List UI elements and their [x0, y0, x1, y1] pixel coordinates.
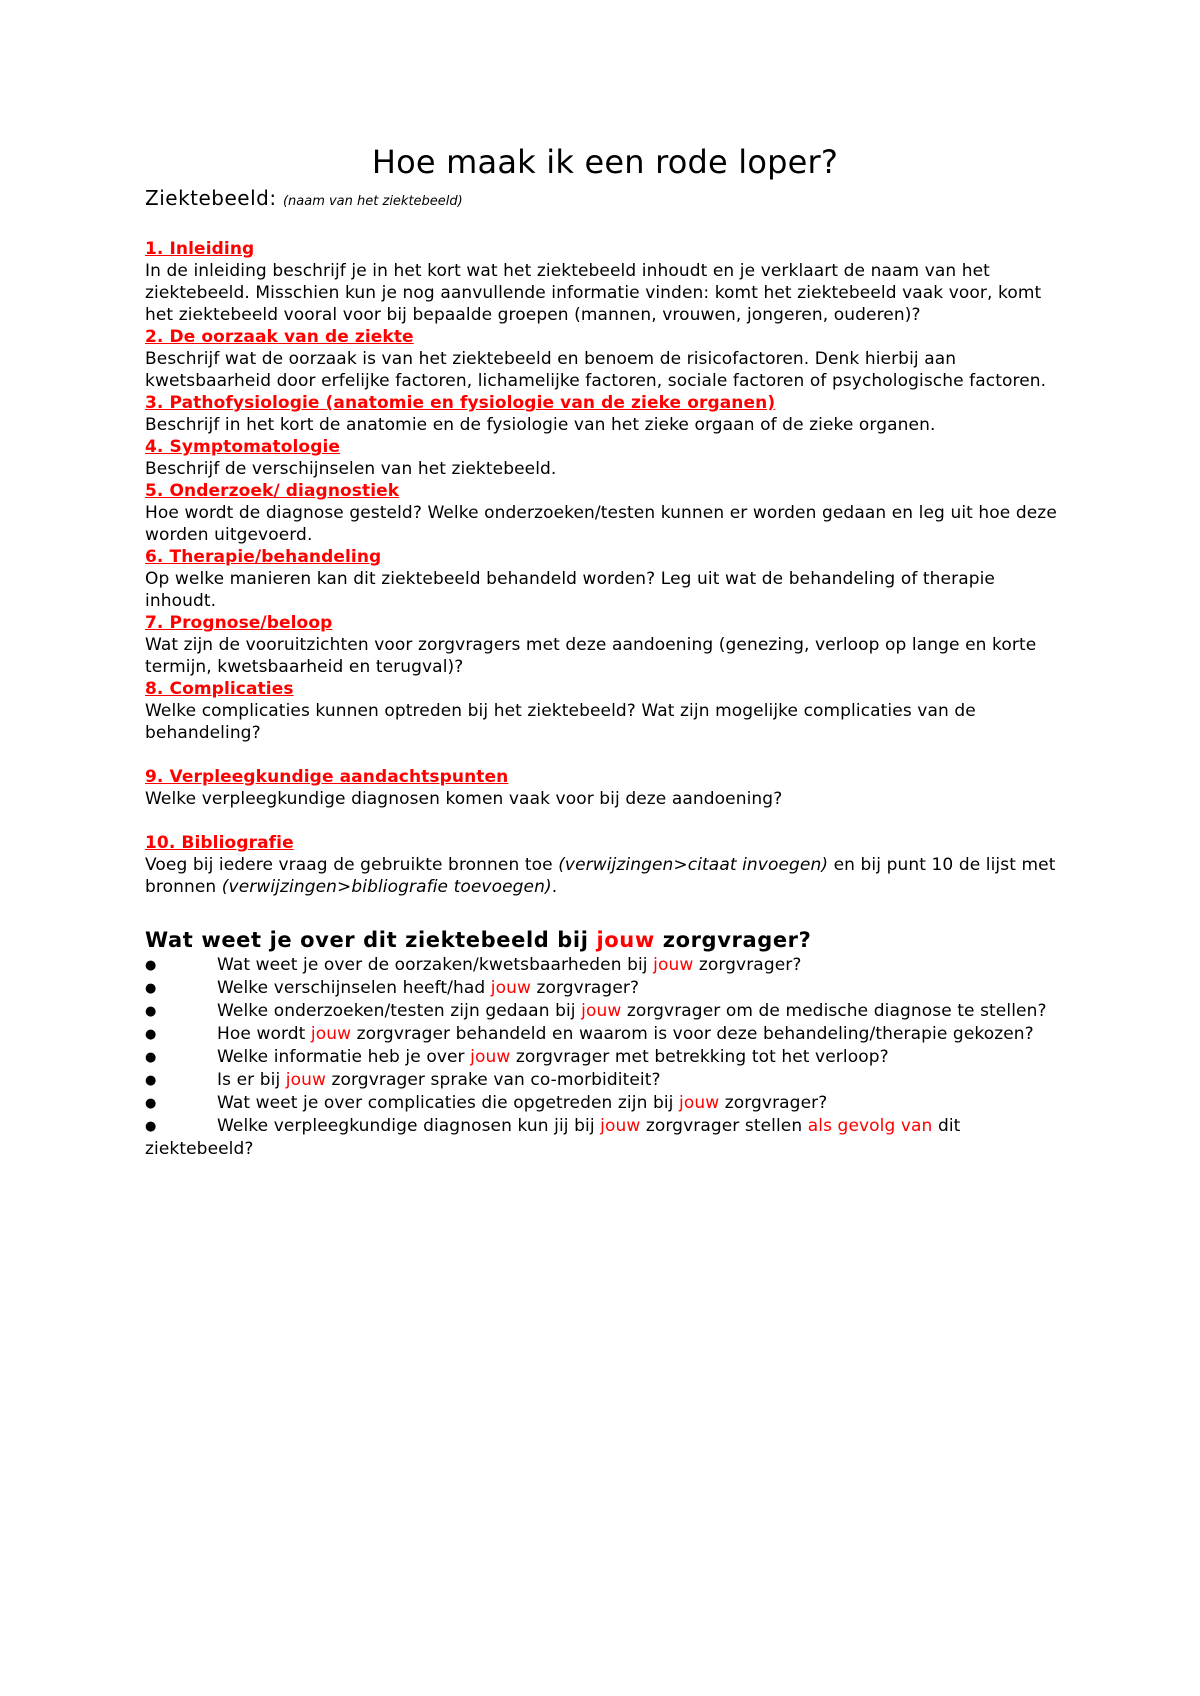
questions-title-text: zorgvrager?: [654, 928, 812, 952]
question-text: zorgvrager?: [530, 978, 640, 998]
section-verpleegkundige-aandachtspunten: [145, 766, 1065, 810]
question-text: zorgvrager om de medische diagnose te stellen?: [621, 1001, 1047, 1021]
question-text: Hoe wordt: [217, 1024, 311, 1044]
question-text: Wat weet je over complicaties die opgetreden zijn bij: [217, 1093, 679, 1113]
question-text: zorgvrager?: [719, 1093, 828, 1113]
section-oorzaak: [145, 326, 1065, 392]
section-body: Welke verpleegkundige diagnosen komen vaak voor bij deze aandoening?: [145, 789, 783, 809]
subject-hint: (naam van het ziektebeeld): [282, 194, 463, 209]
question-emphasis: jouw: [490, 978, 531, 998]
question-text: Welke verpleegkundige diagnosen kun jij bij: [217, 1116, 601, 1136]
question-text: Wat weet je over de oorzaken/kwetsbaarheden bij: [217, 955, 654, 975]
bullet-icon: ●: [145, 1004, 157, 1019]
list-item: [145, 1092, 1065, 1115]
bullet-icon: ●: [145, 1050, 157, 1065]
section-heading: 9. Verpleegkundige aandachtspunten: [145, 767, 509, 787]
question-emphasis: jouw: [470, 1047, 511, 1067]
question-text: dit ziektebeeld?: [145, 1116, 961, 1159]
question-text: zorgvrager met betrekking tot het verloop?: [510, 1047, 889, 1067]
list-item: [145, 954, 1065, 977]
question-text: zorgvrager?: [693, 955, 802, 975]
section-inleiding: [145, 238, 1065, 326]
section-onderzoek: [145, 480, 1065, 546]
question-emphasis: jouw: [285, 1070, 326, 1090]
section-symptomatologie: [145, 436, 1065, 480]
list-item: [145, 977, 1065, 1000]
subject-line: [145, 184, 1065, 216]
question-list: [145, 954, 1065, 1160]
question-text: zorgvrager sprake van co-morbiditeit?: [325, 1070, 661, 1090]
section-body: [145, 854, 1065, 898]
bullet-icon: ●: [145, 958, 157, 973]
page-title: Hoe maak ik een rode loper?: [371, 143, 839, 181]
subject-label: Ziektebeeld:: [145, 186, 277, 210]
section-heading: 4. Symptomatologie: [145, 437, 341, 457]
questions-title-text: Wat weet je over dit ziektebeeld bij: [145, 928, 597, 952]
question-emphasis: jouw: [310, 1024, 352, 1044]
section-body: Op welke manieren kan dit ziektebeeld behandeld worden? Leg uit wat de behandeling of therapie inhoudt.: [145, 569, 995, 611]
question-emphasis: als gevolg van: [807, 1116, 933, 1136]
questions-title-emphasis: jouw: [596, 928, 655, 952]
question-emphasis: jouw: [653, 955, 694, 975]
section-heading: 7. Prognose/beloop: [145, 613, 333, 633]
section-bibliografie: [145, 832, 1065, 898]
section-heading: 5. Onderzoek/ diagnostiek: [145, 481, 400, 501]
section-pathofysiologie: [145, 392, 1065, 436]
question-text: zorgvrager stellen: [640, 1116, 808, 1136]
section-body: Beschrijf de verschijnselen van het ziektebeeld.: [145, 459, 557, 479]
section-body: Wat zijn de vooruitzichten voor zorgvragers met deze aandoening (genezing, verloop op lange en korte termijn, kwetsbaarheid en terugval)?: [145, 635, 1037, 677]
section-heading: 6. Therapie/behandeling: [145, 547, 382, 567]
list-item: [145, 1000, 1065, 1023]
bullet-icon: ●: [145, 981, 157, 996]
question-emphasis: jouw: [581, 1001, 622, 1021]
question-text: zorgvrager behandeld en waarom is voor deze behandeling/therapie gekozen?: [351, 1024, 1034, 1044]
document-page: [145, 140, 1065, 1160]
bullet-icon: ●: [145, 1073, 157, 1088]
question-emphasis: jouw: [679, 1093, 720, 1113]
section-body: Beschrijf in het kort de anatomie en de fysiologie van het zieke orgaan of de zieke organen.: [145, 415, 936, 435]
list-item: [145, 1023, 1065, 1046]
question-text: Is er bij: [217, 1070, 286, 1090]
bullet-icon: ●: [145, 1027, 157, 1042]
section-heading: 1. Inleiding: [145, 239, 255, 259]
body-italic: (verwijzingen>citaat invoegen): [558, 855, 829, 875]
section-heading: 8. Complicaties: [145, 679, 294, 699]
section-body: Welke complicaties kunnen optreden bij het ziektebeeld? Wat zijn mogelijke complicaties van de behandeling?: [145, 701, 976, 743]
bullet-icon: ●: [145, 1096, 157, 1111]
questions-title: [145, 926, 1065, 954]
body-italic: (verwijzingen>bibliografie toevoegen): [221, 877, 552, 897]
section-body: Beschrijf wat de oorzaak is van het ziektebeeld en benoem de risicofactoren. Denk hierbij aan kwetsbaarheid door erfelijke factoren, lichamelijke factoren, sociale factoren of psychologische factoren.: [145, 349, 1047, 391]
question-text: Welke informatie heb je over: [217, 1047, 471, 1067]
list-item: [145, 1115, 1065, 1160]
bullet-icon: ●: [145, 1119, 157, 1134]
section-heading: 2. De oorzaak van de ziekte: [145, 327, 414, 347]
body-text: .: [551, 877, 558, 897]
body-text: en bij punt 10 de lijst met bronnen: [145, 855, 1056, 897]
question-emphasis: jouw: [600, 1116, 641, 1136]
question-text: Welke onderzoeken/testen zijn gedaan bij: [217, 1001, 582, 1021]
list-item: [145, 1046, 1065, 1069]
section-body: Hoe wordt de diagnose gesteld? Welke onderzoeken/testen kunnen er worden gedaan en leg uit hoe deze worden uitgevoerd.: [145, 503, 1057, 545]
body-text: Voeg bij iedere vraag de gebruikte bronnen toe: [145, 855, 559, 875]
section-heading: 10. Bibliografie: [145, 833, 294, 853]
section-therapie: [145, 546, 1065, 612]
section-body: In de inleiding beschrijf je in het kort wat het ziektebeeld inhoudt en je verklaart de naam van het ziektebeeld. Misschien kun je nog aanvullende informatie vinden: komt het ziektebeeld vaak voor, komt het ziektebeeld vooral voor bij bepaalde groepen (mannen, vrouwen, jongeren, ouderen)?: [145, 261, 1042, 325]
section-prognose: [145, 612, 1065, 678]
question-text: Welke verschijnselen heeft/had: [217, 978, 491, 998]
list-item: [145, 1069, 1065, 1092]
section-complicaties: [145, 678, 1065, 744]
section-heading: 3. Pathofysiologie (anatomie en fysiologie van de zieke organen): [145, 393, 776, 413]
